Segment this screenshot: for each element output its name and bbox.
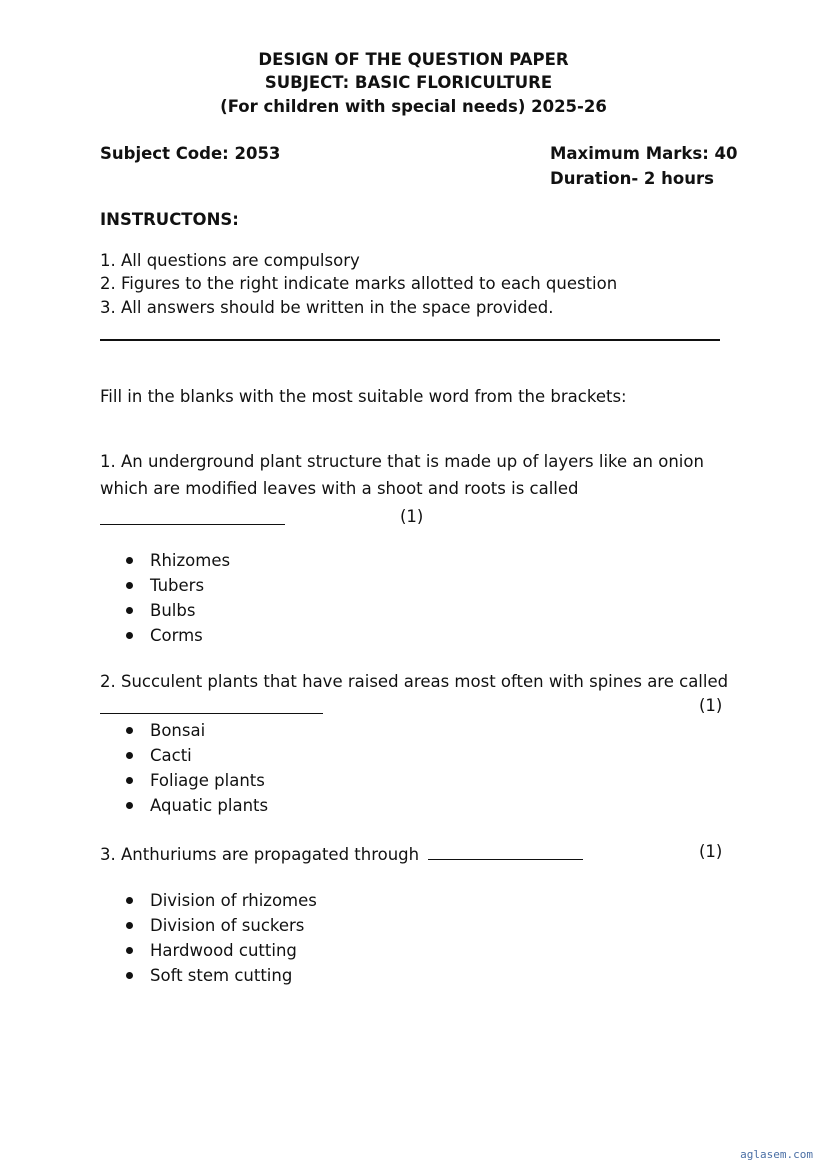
maximum-marks: Maximum Marks: 40 xyxy=(550,144,738,163)
paper-title: DESIGN OF THE QUESTION PAPER xyxy=(258,50,569,69)
question-1-options xyxy=(124,548,230,648)
option-item: Tubers xyxy=(124,573,230,598)
question-3-text: 3. Anthuriums are propagated through xyxy=(100,845,420,864)
question-3-row xyxy=(100,842,583,864)
option-item: Bonsai xyxy=(124,718,268,743)
question-2-marks: (1) xyxy=(699,696,723,715)
question-2-options xyxy=(124,718,268,818)
question-2-text: 2. Succulent plants that have raised areas most often with spines are called xyxy=(100,672,729,691)
question-1-answer-blank[interactable] xyxy=(100,507,285,529)
subject-code: Subject Code: 2053 xyxy=(100,144,281,163)
question-1-text-line2: which are modified leaves with a shoot and roots is called xyxy=(100,479,579,498)
instruction-item: 2. Figures to the right indicate marks allotted to each question xyxy=(100,274,618,293)
duration: Duration- 2 hours xyxy=(550,169,714,188)
option-item: Corms xyxy=(124,623,230,648)
option-item: Aquatic plants xyxy=(124,793,268,818)
instruction-item: 3. All answers should be written in the space provided. xyxy=(100,298,554,317)
question-2-answer-blank[interactable] xyxy=(100,696,323,718)
option-item: Hardwood cutting xyxy=(124,938,317,963)
instruction-item: 1. All questions are compulsory xyxy=(100,251,360,270)
question-3-answer-blank[interactable] xyxy=(428,842,583,860)
question-1-text-line1: 1. An underground plant structure that is made up of layers like an onion xyxy=(100,452,704,471)
watermark: aglasem.com xyxy=(740,1148,813,1161)
option-item: Division of rhizomes xyxy=(124,888,317,913)
subtitle: (For children with special needs) 2025-26 xyxy=(220,97,607,116)
divider xyxy=(100,339,720,341)
option-item: Bulbs xyxy=(124,598,230,623)
option-item: Cacti xyxy=(124,743,268,768)
question-1-marks: (1) xyxy=(400,507,424,526)
option-item: Soft stem cutting xyxy=(124,963,317,988)
question-3-options xyxy=(124,888,317,988)
question-3-marks: (1) xyxy=(699,842,723,861)
option-item: Rhizomes xyxy=(124,548,230,573)
subject-title: SUBJECT: BASIC FLORICULTURE xyxy=(264,73,553,92)
option-item: Foliage plants xyxy=(124,768,268,793)
section-directive: Fill in the blanks with the most suitable word from the brackets: xyxy=(100,387,627,406)
option-item: Division of suckers xyxy=(124,913,317,938)
instructions-heading: INSTRUCTONS: xyxy=(100,210,239,229)
